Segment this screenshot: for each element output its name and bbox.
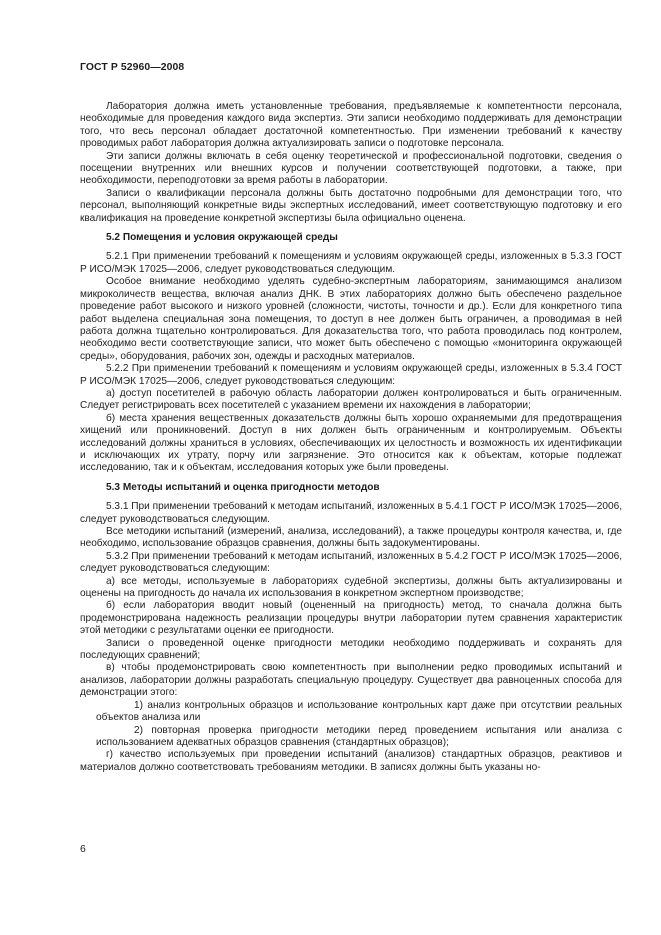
- list-item: в) чтобы продемонстрировать свою компетентность при выполнении редко проводимых испытаний и анализов, лаборатории должны разработать специальную процедуру. Существует два равноценных способа для демонстрации этого:: [80, 662, 622, 699]
- section-heading-5-3: 5.3 Методы испытаний и оценка пригодности методов: [106, 481, 380, 493]
- list-item: а) доступ посетителей в рабочую область лаборатории должен контролироваться и быть ограниченным. Следует регистрировать всех посетителей с указанием времени их нахождения в лаборатории;: [80, 387, 622, 412]
- paragraph: 5.3.2 При применении требований к методам испытаний, изложенных в 5.4.2 ГОСТ Р ИСО/МЭК 17025—2006, следует руководствоваться следующим:: [80, 550, 622, 575]
- document-body: [80, 101, 622, 774]
- paragraph: Записи о проведенной оценке пригодности методики необходимо поддерживать и сохранять для последующих сравнений;: [80, 637, 622, 662]
- paragraph: Особое внимание необходимо уделять судебно-экспертным лабораториям, занимающимся анализом микроколичеств вещества, включая анализ ДНК. В этих лабораториях должно быть обеспечено раздельное проведение работ высокого и низкого уровней (сложности, чистоты, точности и др.). Если для конкретного типа работ выделена специальная зона помещения, то доступ в нее должен быть ограничен, а проводимая в ней работа должна тщательно контролироваться. Для доказательства того, что работа проводилась под контролем, необходимо вести соответствующие записи, что может быть обеспечено с помощью «мониторинга окружающей среды», оборудования, рабочих зон, одежды и расходных материалов.: [80, 276, 622, 362]
- section-heading-5-2: 5.2 Помещения и условия окружающей среды: [106, 232, 338, 244]
- paragraph: Лаборатория должна иметь установленные требования, предъявляемые к компетентности персонала, необходимые для проведения каждого вида экспертиз. Эти записи необходимо поддерживать для демонстрации того, что весь персонал обладает достаточной компетентностью. При изменении требований к качеству проводимых работ лаборатория должна актуализировать записи о подготовке персонала.: [80, 101, 622, 150]
- list-item: а) все методы, используемые в лабораториях судебной экспертизы, должны быть актуализированы и оценены на пригодность до начала их использования в конкретном экспертном производстве;: [80, 575, 622, 600]
- paragraph: Записи о квалификации персонала должны быть достаточно подробными для демонстрации того, что персонал, выполняющий конкретные виды экспертных исследований, имеет соответствующую подготовку и его квалификация на проведение конкретной экспертизы была официально оценена.: [80, 187, 622, 224]
- list-item: б) места хранения вещественных доказательств должны быть хорошо охраняемыми для предотвращения хищений или проникновений. Доступ в них должен быть ограниченным и контролируемым. Объекты исследований должны храниться в условиях, обеспечивающих их целостность и возможность их идентификации и исключающих их утрату, порчу или загрязнение. Это относится как к объектам, которые подлежат исследованию, так и к объектам, исследования которых уже были проведены.: [80, 412, 622, 474]
- paragraph: Все методики испытаний (измерений, анализа, исследований), а также процедуры контроля качества, и, где необходимо, использование образцов сравнения, должны быть задокументированы.: [80, 526, 622, 550]
- document-header: ГОСТ Р 52960—2008: [80, 62, 185, 73]
- paragraph: 5.2.1 При применении требований к помещениям и условиям окружающей среды, изложенных в 5.3.3 ГОСТ Р ИСО/МЭК 17025—2006, следует руководствоваться следующим.: [80, 251, 622, 275]
- paragraph: 5.2.2 При применении требований к помещениям и условиям окружающей среды, изложенных в 5.3.4 ГОСТ Р ИСО/МЭК 17025—2006, следует руководствоваться следующим:: [80, 363, 622, 387]
- list-item: б) если лаборатория вводит новый (оцененный на пригодность) метод, то сначала должна быть продемонстрирована надежность реализации процедуры внутри лаборатории путем сравнения характеристик этой методики с результатами оценки ее пригодности.: [80, 600, 622, 637]
- numbered-item: [80, 700, 622, 725]
- list-item: г) качество используемых при проведении испытаний (анализов) стандартных образцов, реактивов и материалов должно соответствовать требованиям методики. В записях должны быть указаны но-: [80, 749, 622, 773]
- paragraph: 5.3.1 При применении требований к методам испытаний, изложенных в 5.4.1 ГОСТ Р ИСО/МЭК 17025—2006, следует руководствоваться следующим.: [80, 501, 622, 525]
- numbered-item-text: 1) анализ контрольных образцов и использование контрольных карт даже при отсутствии реальных объектов анализа или: [96, 699, 622, 724]
- numbered-item-text: 2) повторная проверка пригодности методики перед проведением испытания или анализа с использованием адекватных образцов сравнения (стандартных образцов);: [96, 724, 622, 748]
- numbered-item: [80, 725, 622, 750]
- page-number: 6: [80, 844, 86, 855]
- paragraph: Эти записи должны включать в себя оценку теоретической и профессиональной подготовки, сведения о посещении внутренних или внешних курсов и получении соответствующей подготовки, а также, при необходимости, переподготовки за время работы в лаборатории.: [80, 150, 622, 187]
